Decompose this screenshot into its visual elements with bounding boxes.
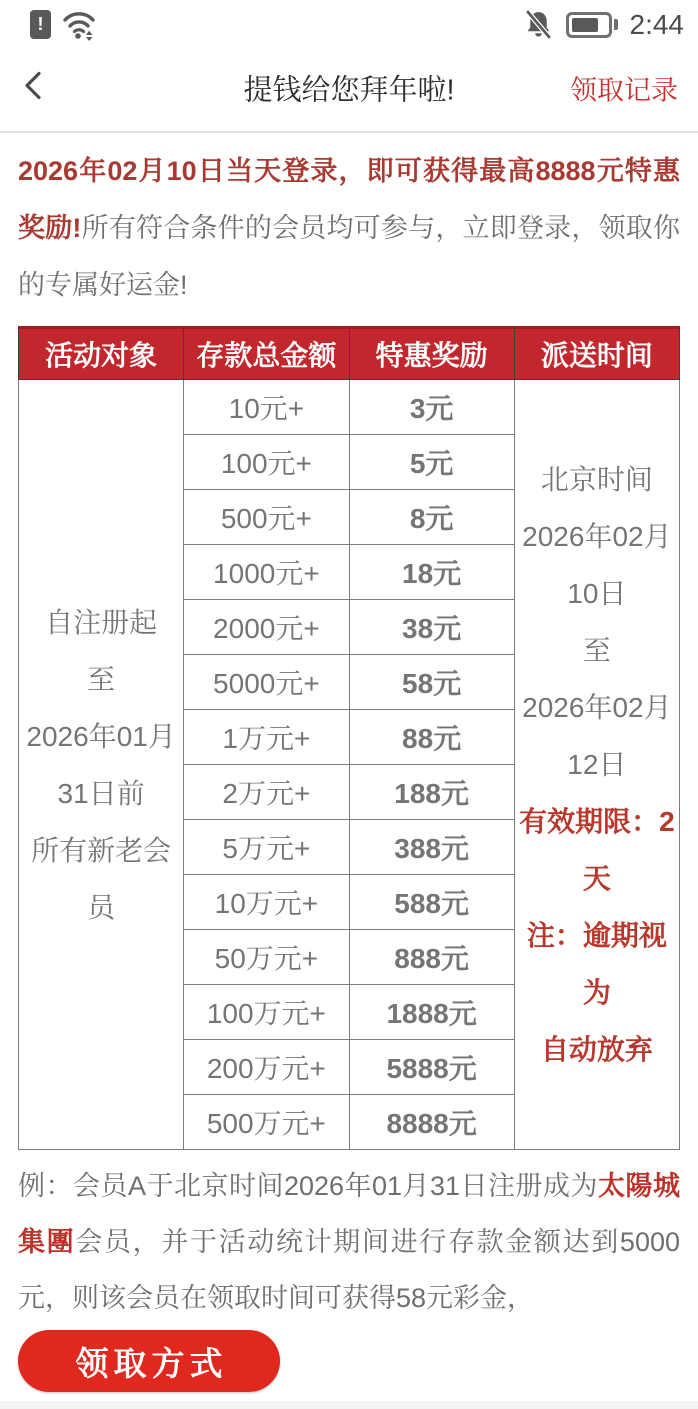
table-header-row	[19, 328, 680, 380]
intro-rest: 所有符合条件的会员均可参与，立即登录，领取你的专属好运金!	[18, 213, 681, 300]
deposit-cell: 200万元+	[184, 1040, 349, 1095]
deposit-cell: 1000元+	[184, 545, 349, 600]
deposit-cell: 5万元+	[184, 820, 349, 875]
reward-cell: 38元	[349, 600, 514, 655]
deposit-cell: 500万元+	[184, 1095, 349, 1150]
example-suffix: 会员，并于活动统计期间进行存款金额达到5000元，则该会员在领取时间可获得58元彩金，	[18, 1227, 680, 1313]
sim-alert-icon: !	[30, 10, 51, 39]
col-header-deposit: 存款总金额	[184, 328, 349, 380]
clock: 2:44	[629, 8, 684, 40]
reward-cell: 8元	[349, 490, 514, 545]
promo-table	[18, 326, 680, 1150]
audience-cell	[19, 380, 184, 1150]
deposit-cell: 100万元+	[184, 985, 349, 1040]
deposit-cell: 10元+	[184, 380, 349, 435]
delivery-line: 2026年02月	[522, 692, 672, 723]
deposit-cell: 500元+	[184, 490, 349, 545]
reward-cell: 1888元	[349, 985, 514, 1040]
reward-cell: 18元	[349, 545, 514, 600]
claim-records-link[interactable]: 领取记录	[570, 75, 678, 106]
deposit-cell: 2000元+	[184, 600, 349, 655]
reward-cell: 888元	[349, 930, 514, 985]
delivery-note-line: 注：逾期视为	[526, 920, 667, 1008]
notifications-off-icon	[523, 8, 554, 41]
col-header-reward: 特惠奖励	[349, 328, 514, 380]
example-paragraph	[18, 1158, 680, 1326]
audience-line: 2026年01月	[26, 720, 176, 752]
delivery-line: 至	[582, 635, 611, 666]
deposit-cell: 50万元+	[184, 930, 349, 985]
brand-name: 太陽城集團	[18, 1171, 681, 1257]
audience-line: 自注册起	[45, 606, 158, 638]
wifi-icon	[63, 9, 97, 41]
example-prefix: 例：会员A于北京时间2026年01月31日注册成为	[18, 1171, 599, 1201]
reward-cell: 588元	[349, 875, 514, 930]
nav-divider	[0, 131, 698, 133]
reward-cell: 5888元	[349, 1040, 514, 1095]
col-header-delivery: 派送时间	[514, 328, 679, 380]
delivery-note-line: 有效期限：2	[519, 806, 675, 837]
footer-strip	[0, 1401, 698, 1409]
delivery-line: 北京时间	[540, 464, 653, 495]
reward-cell: 388元	[349, 820, 514, 875]
audience-line: 至	[87, 663, 116, 695]
reward-cell: 58元	[349, 655, 514, 710]
audience-line: 所有新老会员	[31, 834, 172, 923]
reward-cell: 8888元	[349, 1095, 514, 1150]
back-icon[interactable]	[20, 69, 46, 108]
reward-cell: 188元	[349, 765, 514, 820]
delivery-cell	[514, 380, 679, 1150]
page-title: 提钱给您拜年啦!	[243, 74, 455, 107]
claim-method-button[interactable]: 领取方式	[18, 1330, 280, 1392]
status-bar	[0, 0, 698, 45]
deposit-cell: 10万元+	[184, 875, 349, 930]
delivery-note-line: 天	[582, 863, 611, 894]
col-header-audience: 活动对象	[19, 328, 184, 380]
deposit-cell: 5000元+	[184, 655, 349, 710]
reward-cell: 3元	[349, 380, 514, 435]
delivery-line: 12日	[567, 749, 627, 780]
reward-cell: 88元	[349, 710, 514, 765]
deposit-cell: 2万元+	[184, 765, 349, 820]
nav-bar	[0, 45, 698, 131]
intro-highlight: 2026年02月10日当天登录，即可获得最高8888元特惠奖励!	[18, 156, 680, 243]
table-row	[19, 380, 680, 435]
intro-paragraph	[18, 143, 680, 314]
audience-line: 31日前	[57, 777, 145, 809]
deposit-cell: 1万元+	[184, 710, 349, 765]
deposit-cell: 100元+	[184, 435, 349, 490]
delivery-line: 10日	[567, 578, 627, 609]
delivery-line: 2026年02月	[522, 521, 672, 552]
battery-icon	[566, 12, 618, 38]
reward-cell: 5元	[349, 435, 514, 490]
delivery-note-line: 自动放弃	[540, 1034, 653, 1065]
